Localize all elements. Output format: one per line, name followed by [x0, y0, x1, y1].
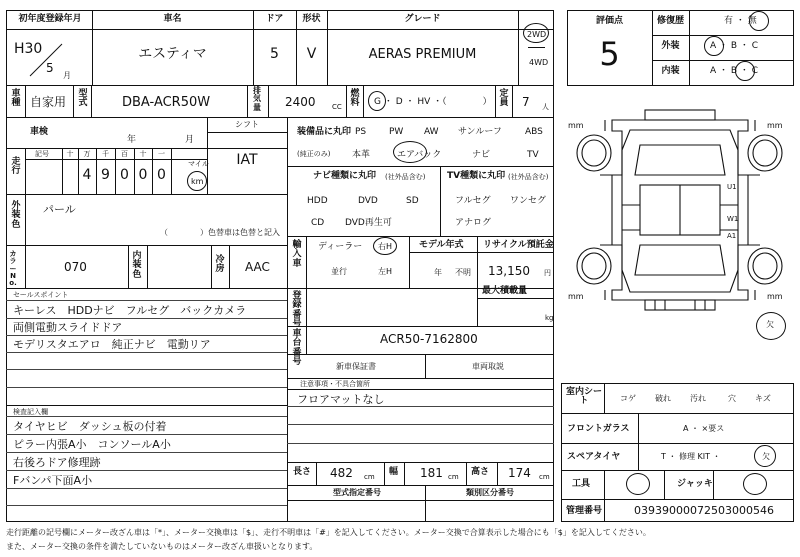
mileage-digit: 4	[82, 167, 92, 183]
interior-grade-options: A ・ B ・ C	[710, 66, 759, 76]
option-navi: ナビ	[472, 150, 491, 160]
model: DBA-ACR50W	[122, 95, 211, 110]
km-circle	[187, 171, 207, 191]
option-sunroof: サンルーフ	[458, 127, 502, 137]
inspection-note: ピラー内張A小 コンソールA小	[13, 438, 171, 451]
glass-label: フロントガラス	[567, 424, 630, 434]
width-unit: cm	[448, 473, 459, 481]
length-value: 482	[330, 466, 353, 480]
sales-line: モデリスタエアロ 純正ナビ 電動リア	[13, 338, 211, 351]
shift-label: シフト	[235, 120, 259, 129]
color-no-value: 070	[64, 260, 87, 274]
fuel-g-circle	[368, 91, 386, 111]
category-label: 車種	[11, 89, 21, 109]
seat-label: 室内シート	[565, 387, 602, 407]
seat-tear: 破れ	[655, 394, 671, 403]
category: 自家用	[30, 95, 67, 109]
width-label: 幅	[389, 467, 399, 477]
recycle-unit: 円	[544, 269, 551, 277]
inspection-month: 月	[185, 135, 195, 145]
mileage-digit: 0	[138, 167, 148, 183]
sales-label: セールスポイント	[13, 291, 69, 299]
tools-none-circle	[626, 473, 650, 495]
digit-label: 千	[102, 150, 109, 158]
reg-month: 5	[46, 61, 54, 75]
digit-label: 十	[139, 150, 147, 158]
vehicle-manual: 車両取説	[472, 362, 504, 371]
navi-dvd: DVD	[358, 196, 378, 206]
displacement: 2400	[285, 95, 316, 109]
max-load-unit: kg	[545, 314, 554, 322]
footnote-line: また、メーター交換の条件を満たしていないものはメーター改ざん車扱いとなります。	[6, 542, 318, 551]
door-label: ドア	[265, 14, 284, 24]
damage-u1: U1	[727, 183, 737, 191]
capacity-label: 定員	[499, 89, 509, 109]
model-label: 型式	[78, 89, 88, 109]
import-parallel: 並行	[331, 267, 347, 276]
mm-label: mm	[568, 292, 584, 301]
cc-unit: CC	[332, 103, 342, 111]
grade-label: グレード	[404, 14, 441, 24]
inspection-notes-label: 検査記入欄	[13, 408, 48, 416]
exterior-a-circle	[704, 36, 724, 56]
digit-label: 百	[121, 150, 128, 158]
person-unit: 人	[542, 103, 549, 111]
inspection-label: 車検	[30, 127, 49, 137]
score-value: 5	[599, 35, 620, 73]
options-sub: (純正のみ)	[297, 150, 331, 158]
management-label: 管理番号	[566, 506, 603, 516]
fuel-options: G ・ D ・ HV ・（ ）	[374, 97, 492, 107]
first-reg-label: 初年度登録年月	[18, 14, 82, 24]
exterior-label: 外装	[661, 41, 680, 51]
registration-label: 登録番号	[292, 291, 302, 330]
tv-oneseg: ワンセグ	[510, 196, 547, 206]
spare-options: T ・ 修理 KIT ・	[661, 452, 721, 461]
option-pw: PW	[389, 127, 404, 137]
sales-line: キーレス HDDナビ フルセグ バックカメラ	[13, 304, 247, 317]
drive-4wd: 4WD	[529, 58, 549, 67]
grade: AERAS PREMIUM	[368, 47, 477, 62]
car-diagram	[577, 110, 782, 310]
navi-dvd-play: DVD再生可	[345, 218, 392, 228]
tv-fullseg: フルセグ	[455, 196, 491, 206]
interior-grade-label: 内装	[661, 66, 680, 76]
color-no-label: カラーNo.	[9, 250, 17, 288]
seat-scratch: キズ	[755, 394, 771, 403]
sales-line: 両側電動スライドドア	[13, 321, 123, 334]
inspection-note: タイヤヒビ ダッシュ板の付着	[13, 420, 167, 433]
max-load-label: 最大積載量	[482, 286, 528, 296]
width-value: 181	[420, 466, 443, 480]
mileage-digit: 0	[120, 167, 129, 183]
missing-circle	[756, 312, 786, 340]
inspection-year: 年	[127, 135, 137, 145]
navi-sub: (社外品含む)	[385, 173, 426, 181]
car-name: エスティマ	[138, 46, 207, 62]
inspection-note: 右後ろドア修理跡	[13, 456, 101, 469]
history-label: 修復歴	[656, 16, 684, 26]
mileage-digit: 9	[101, 167, 110, 183]
seat-burn: コゲ	[620, 394, 636, 403]
doors: 5	[270, 46, 279, 62]
seat-hole: 穴	[728, 394, 736, 403]
model-year-label: モデル年式	[419, 240, 464, 250]
tv-analog: アナログ	[455, 218, 492, 228]
tools-label: 工具	[572, 479, 591, 489]
exterior-options: A ・ B ・ C	[710, 41, 759, 51]
spare-missing: 欠	[762, 452, 770, 461]
mm-label: mm	[767, 292, 783, 301]
import-right: 右H	[378, 242, 393, 251]
digit-label: 十	[66, 150, 74, 158]
car-name-label: 車名	[163, 14, 182, 24]
options-label: 装備品に丸印	[297, 127, 352, 137]
management-value: 03939000072503000546	[634, 504, 774, 517]
recycle-label: リサイクル預託金	[483, 240, 554, 250]
fuel-label: 燃料	[350, 89, 360, 109]
spare-missing-circle	[754, 445, 776, 467]
damage-missing: 欠	[766, 320, 774, 329]
color-label: 外装色	[11, 201, 21, 230]
damage-w1: W1	[727, 215, 739, 223]
capacity: 7	[522, 95, 530, 109]
history-none-circle	[749, 11, 769, 31]
spare-label: スペアタイヤ	[567, 452, 621, 462]
mm-label: mm	[568, 121, 584, 130]
navi-hdd: HDD	[307, 196, 328, 206]
length-unit: cm	[364, 473, 375, 481]
mile-unit: マイル	[188, 160, 209, 168]
shape: V	[306, 46, 317, 62]
score-label: 評価点	[595, 16, 623, 26]
tv-label: TV種類に丸印	[447, 171, 506, 181]
import-label: 輸入車	[292, 240, 302, 269]
new-car-warranty: 新車保証書	[336, 362, 376, 371]
navi-sd: SD	[406, 196, 419, 206]
mileage-code-label: 記号	[35, 150, 49, 158]
inspection-note: Fバンパ下面A小	[13, 474, 93, 487]
tv-sub: (社外品含む)	[508, 173, 549, 181]
mm-label: mm	[767, 121, 783, 130]
jack-none-circle	[743, 473, 767, 495]
option-tv: TV	[527, 150, 539, 160]
digit-label: 万	[83, 150, 91, 158]
interior-label: 内装色	[132, 251, 142, 280]
right-hand-circle	[373, 237, 397, 255]
drive-2wd: 2WD	[527, 30, 547, 39]
mileage-digit: 0	[157, 167, 166, 183]
type-designation-label: 型式指定番号	[333, 488, 381, 497]
airbag-circle	[393, 141, 427, 163]
color-note: （ ）色替車は色替と記入	[160, 228, 280, 237]
class-number-label: 類別区分番号	[466, 488, 514, 497]
height-unit: cm	[539, 473, 550, 481]
import-left: 左H	[378, 267, 393, 276]
length-label: 長さ	[293, 467, 312, 477]
glass-options: A ・ ×要ス	[683, 424, 725, 433]
displacement-label: 排気量	[253, 86, 261, 112]
option-aw: AW	[424, 127, 439, 137]
option-abs: ABS	[525, 127, 543, 137]
ac-value: AAC	[245, 260, 270, 274]
era-year: H30	[14, 41, 43, 57]
damage-a1: A1	[727, 232, 737, 240]
color-value: パール	[43, 203, 76, 216]
ac-label: 冷房	[215, 255, 225, 275]
height-label: 高さ	[471, 467, 490, 477]
shift-value: IAT	[236, 152, 258, 168]
model-year-unknown: 不明	[455, 268, 471, 277]
chassis-value: ACR50-7162800	[380, 332, 478, 346]
jack-label: ジャッキ	[677, 479, 713, 489]
chassis-label: 車台番号	[292, 329, 302, 368]
history-options: 有 ・ 無	[724, 16, 757, 26]
km-unit: km	[191, 177, 204, 186]
notes-label: 注意事項・不具合箇所	[300, 380, 370, 388]
digit-label: 一	[158, 150, 165, 158]
footnote-line: 走行距離の記号欄にメーター改ざん車は「*」、メーター交換車は「$」、走行不明車は「#」を記入してください。メーター交換で合算表示した場合にも「$」を記入してください。	[6, 528, 651, 537]
drive-2wd-circle	[523, 23, 549, 43]
import-dealer: ディーラー	[318, 242, 363, 252]
month-unit: 月	[63, 71, 71, 80]
mileage-label: 走行	[11, 157, 21, 177]
shape-label: 形状	[302, 14, 321, 24]
option-ps: PS	[355, 127, 367, 137]
seat-stain: 汚れ	[690, 394, 706, 403]
recycle-value: 13,150	[488, 264, 530, 278]
notes-value: フロアマットなし	[297, 393, 385, 406]
height-value: 174	[508, 466, 531, 480]
option-airbag: エアバック	[397, 150, 442, 160]
navi-cd: CD	[311, 218, 325, 228]
navi-label: ナビ種類に丸印	[313, 171, 377, 181]
option-leather: 本革	[352, 150, 371, 160]
interior-b-circle	[735, 61, 755, 81]
model-year-year: 年	[434, 268, 442, 277]
